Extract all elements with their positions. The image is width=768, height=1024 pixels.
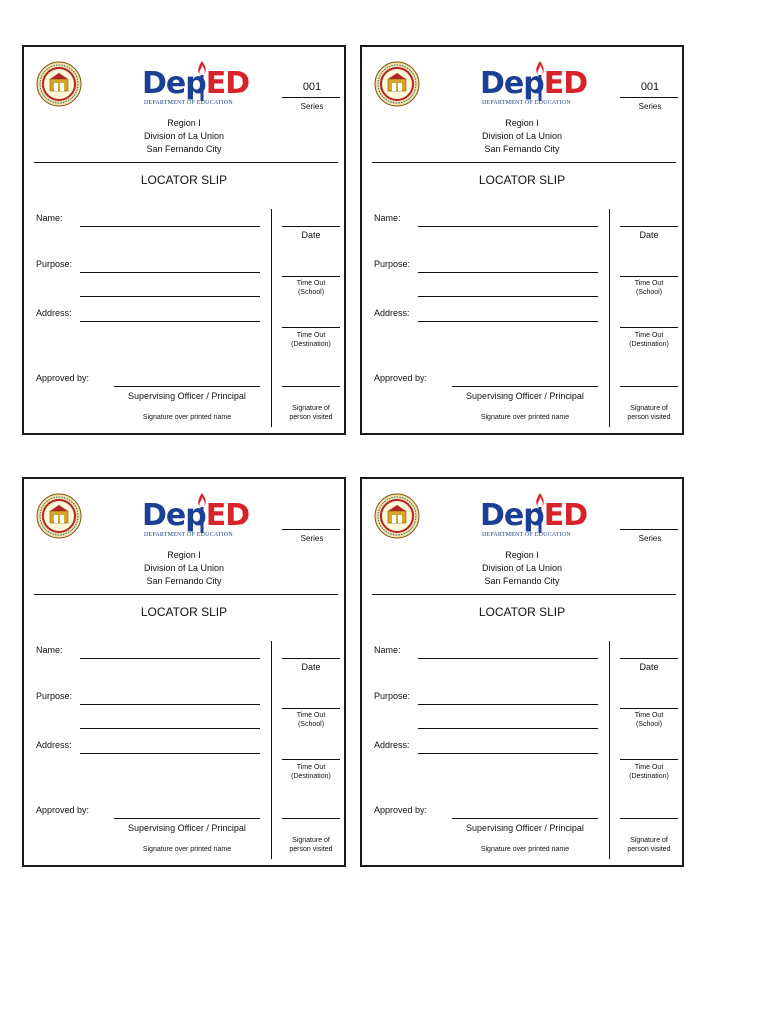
slip-title: LOCATOR SLIP xyxy=(140,173,228,187)
person-visited-text: person visited xyxy=(289,414,333,421)
approved-by-line[interactable] xyxy=(114,386,260,387)
person-visited-text: person visited xyxy=(289,846,333,853)
signature-person-label xyxy=(278,404,344,422)
supervisor-label: Supervising Officer / Principal xyxy=(466,391,584,401)
purpose-label: Purpose: xyxy=(36,691,73,701)
slip-title: LOCATOR SLIP xyxy=(478,605,566,619)
time-out-text: Time Out xyxy=(634,712,664,719)
deped-logo xyxy=(480,59,604,111)
address-label: Address: xyxy=(374,740,410,750)
city-text: San Fernando City xyxy=(146,576,222,586)
date-label: Date xyxy=(639,662,659,672)
name-field-line[interactable] xyxy=(80,226,260,227)
signature-of-text: Signature of xyxy=(292,837,330,844)
date-line[interactable] xyxy=(282,658,340,659)
logo-wordmark: DepED xyxy=(142,66,250,101)
date-label: Date xyxy=(639,230,659,240)
approved-by-line[interactable] xyxy=(452,818,598,819)
deped-seal-icon xyxy=(374,493,420,539)
slip-title: LOCATOR SLIP xyxy=(140,605,228,619)
signature-person-line[interactable] xyxy=(282,818,340,819)
slip-title: LOCATOR SLIP xyxy=(478,173,566,187)
division-text: Division of La Union xyxy=(143,563,225,573)
destination-text: (Destination) xyxy=(629,341,669,348)
deped-logo xyxy=(142,59,266,111)
series-line xyxy=(620,97,678,98)
region-block xyxy=(84,549,284,588)
header-divider xyxy=(34,594,338,595)
time-out-school-line[interactable] xyxy=(282,708,340,709)
school-text: (School) xyxy=(635,289,663,296)
name-field-line[interactable] xyxy=(418,226,598,227)
school-text: (School) xyxy=(297,289,325,296)
time-out-text: Time Out xyxy=(296,332,326,339)
logo-subtitle: DEPARTMENT OF EDUCATION xyxy=(144,532,233,538)
signature-of-text: Signature of xyxy=(292,405,330,412)
address-label: Address: xyxy=(36,308,72,318)
school-text: (School) xyxy=(635,721,663,728)
series-label: Series xyxy=(300,102,324,111)
column-divider xyxy=(609,641,610,859)
purpose-label: Purpose: xyxy=(374,691,411,701)
supervisor-label: Supervising Officer / Principal xyxy=(128,823,246,833)
time-out-destination-label xyxy=(278,331,344,349)
address-label: Address: xyxy=(374,308,410,318)
person-visited-text: person visited xyxy=(627,414,671,421)
series-line xyxy=(620,529,678,530)
deped-logo xyxy=(142,491,266,543)
series-line xyxy=(282,97,340,98)
signature-person-line[interactable] xyxy=(620,386,678,387)
purpose-field-line-1[interactable] xyxy=(418,272,598,273)
name-label: Name: xyxy=(374,645,401,655)
deped-seal-icon xyxy=(36,61,82,107)
time-out-destination-label xyxy=(278,763,344,781)
region-block xyxy=(422,117,622,156)
time-out-text: Time Out xyxy=(634,332,664,339)
address-field-line[interactable] xyxy=(80,753,260,754)
locator-slip-3 xyxy=(22,477,346,867)
person-visited-text: person visited xyxy=(627,846,671,853)
signature-person-line[interactable] xyxy=(620,818,678,819)
series-number: 001 xyxy=(640,81,660,93)
deped-seal-icon xyxy=(374,61,420,107)
name-label: Name: xyxy=(36,645,63,655)
purpose-field-line-2[interactable] xyxy=(80,296,260,297)
series-line xyxy=(282,529,340,530)
time-out-school-line[interactable] xyxy=(282,276,340,277)
purpose-field-line-1[interactable] xyxy=(80,704,260,705)
time-out-school-label xyxy=(616,279,682,297)
series-number: 001 xyxy=(302,81,322,93)
city-text: San Fernando City xyxy=(484,144,560,154)
purpose-label: Purpose: xyxy=(374,259,411,269)
approved-by-label: Approved by: xyxy=(374,805,428,815)
date-line[interactable] xyxy=(620,226,678,227)
region-text: Region I xyxy=(167,550,201,560)
deped-logo xyxy=(480,491,604,543)
signature-person-label xyxy=(616,836,682,854)
series-label: Series xyxy=(638,102,662,111)
time-out-school-line[interactable] xyxy=(620,276,678,277)
date-label: Date xyxy=(301,662,321,672)
time-out-destination-label xyxy=(616,331,682,349)
column-divider xyxy=(271,209,272,427)
time-out-destination-label xyxy=(616,763,682,781)
destination-text: (Destination) xyxy=(629,773,669,780)
signature-person-label xyxy=(278,836,344,854)
time-out-destination-line[interactable] xyxy=(282,759,340,760)
time-out-text: Time Out xyxy=(634,764,664,771)
purpose-field-line-2[interactable] xyxy=(80,728,260,729)
supervisor-label: Supervising Officer / Principal xyxy=(128,391,246,401)
region-text: Region I xyxy=(505,550,539,560)
column-divider xyxy=(271,641,272,859)
signature-printed-label: Signature over printed name xyxy=(480,414,570,421)
region-text: Region I xyxy=(505,118,539,128)
time-out-school-line[interactable] xyxy=(620,708,678,709)
name-label: Name: xyxy=(36,213,63,223)
name-field-line[interactable] xyxy=(418,658,598,659)
purpose-label: Purpose: xyxy=(36,259,73,269)
time-out-school-label xyxy=(616,711,682,729)
deped-seal-icon xyxy=(36,493,82,539)
locator-slip-4 xyxy=(360,477,684,867)
division-text: Division of La Union xyxy=(481,563,563,573)
purpose-field-line-2[interactable] xyxy=(418,296,598,297)
time-out-destination-line[interactable] xyxy=(282,327,340,328)
school-text: (School) xyxy=(297,721,325,728)
purpose-field-line-1[interactable] xyxy=(80,272,260,273)
address-label: Address: xyxy=(36,740,72,750)
signature-of-text: Signature of xyxy=(630,405,668,412)
address-field-line[interactable] xyxy=(418,753,598,754)
approved-by-label: Approved by: xyxy=(374,373,428,383)
header-divider xyxy=(34,162,338,163)
region-block xyxy=(422,549,622,588)
time-out-destination-line[interactable] xyxy=(620,327,678,328)
name-field-line[interactable] xyxy=(80,658,260,659)
date-line[interactable] xyxy=(282,226,340,227)
time-out-text: Time Out xyxy=(296,712,326,719)
series-label: Series xyxy=(300,534,324,543)
region-block xyxy=(84,117,284,156)
series-label: Series xyxy=(638,534,662,543)
time-out-text: Time Out xyxy=(296,280,326,287)
time-out-school-label xyxy=(278,279,344,297)
time-out-text: Time Out xyxy=(296,764,326,771)
destination-text: (Destination) xyxy=(291,773,331,780)
division-text: Division of La Union xyxy=(481,131,563,141)
name-label: Name: xyxy=(374,213,401,223)
signature-person-line[interactable] xyxy=(282,386,340,387)
approved-by-label: Approved by: xyxy=(36,373,90,383)
locator-slip-2 xyxy=(360,45,684,435)
logo-wordmark: DepED xyxy=(480,498,588,533)
signature-of-text: Signature of xyxy=(630,837,668,844)
time-out-destination-line[interactable] xyxy=(620,759,678,760)
destination-text: (Destination) xyxy=(291,341,331,348)
date-label: Date xyxy=(301,230,321,240)
signature-printed-label: Signature over printed name xyxy=(480,846,570,853)
city-text: San Fernando City xyxy=(484,576,560,586)
date-line[interactable] xyxy=(620,658,678,659)
logo-wordmark: DepED xyxy=(142,498,250,533)
division-text: Division of La Union xyxy=(143,131,225,141)
logo-wordmark: DepED xyxy=(480,66,588,101)
logo-subtitle: DEPARTMENT OF EDUCATION xyxy=(144,100,233,106)
locator-slip-1 xyxy=(22,45,346,435)
logo-subtitle: DEPARTMENT OF EDUCATION xyxy=(482,532,571,538)
region-text: Region I xyxy=(167,118,201,128)
column-divider xyxy=(609,209,610,427)
supervisor-label: Supervising Officer / Principal xyxy=(466,823,584,833)
signature-person-label xyxy=(616,404,682,422)
approved-by-line[interactable] xyxy=(452,386,598,387)
header-divider xyxy=(372,594,676,595)
time-out-school-label xyxy=(278,711,344,729)
time-out-text: Time Out xyxy=(634,280,664,287)
signature-printed-label: Signature over printed name xyxy=(142,846,232,853)
purpose-field-line-2[interactable] xyxy=(418,728,598,729)
purpose-field-line-1[interactable] xyxy=(418,704,598,705)
header-divider xyxy=(372,162,676,163)
address-field-line[interactable] xyxy=(80,321,260,322)
logo-subtitle: DEPARTMENT OF EDUCATION xyxy=(482,100,571,106)
approved-by-label: Approved by: xyxy=(36,805,90,815)
city-text: San Fernando City xyxy=(146,144,222,154)
address-field-line[interactable] xyxy=(418,321,598,322)
signature-printed-label: Signature over printed name xyxy=(142,414,232,421)
approved-by-line[interactable] xyxy=(114,818,260,819)
